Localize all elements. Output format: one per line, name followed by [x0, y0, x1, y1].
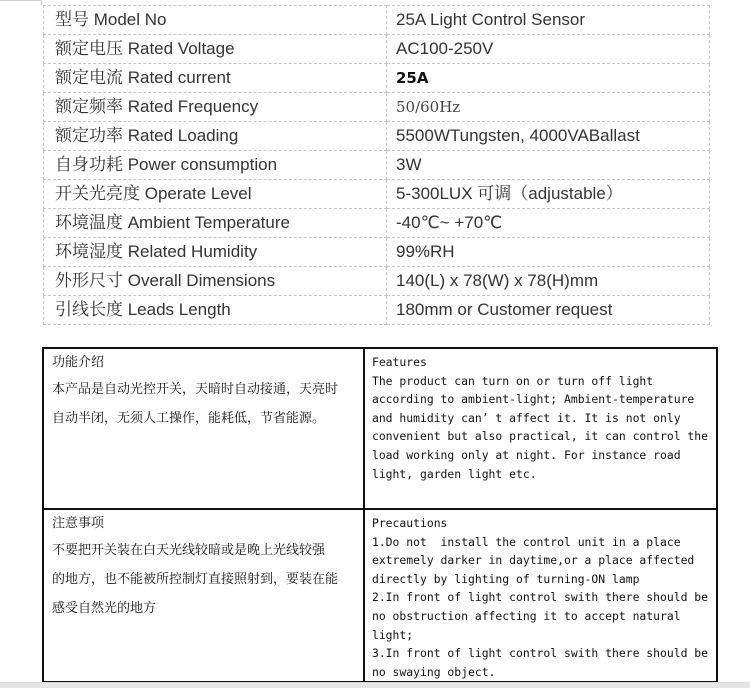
spec-row [44, 35, 710, 64]
info-table [42, 347, 718, 683]
features-en-line: and humidity can’ t affect it. It is not only [371, 410, 681, 425]
spec-row [44, 151, 710, 180]
features-en-line: load working only at night. For instance road [371, 447, 681, 462]
spec-value: 180mm or Customer request [387, 296, 710, 325]
specification-table [43, 5, 710, 325]
spec-value: 140(L) x 78(W) x 78(H)mm [387, 267, 710, 296]
top-border-line [0, 0, 42, 1]
features-cn-line: 本产品是自动光控开关，天暗时自动接通，天亮时 [52, 382, 339, 397]
spec-label: 环境湿度 Related Humidity [44, 238, 387, 267]
precautions-en-line: directly by lighting of turning-ON lamp [371, 571, 640, 586]
spec-value: 5500WTungsten, 4000VABallast [387, 122, 710, 151]
precautions-cn-line: 感受自然光的地方 [52, 601, 157, 616]
spec-value: 99%RH [387, 238, 710, 267]
spec-label: 环境温度 Ambient Temperature [44, 209, 387, 238]
features-cn-cell [43, 348, 364, 509]
top-border-tick [41, 0, 42, 5]
spec-label: 型号 Model No [44, 6, 387, 35]
features-en-line: convenient but also practical, it can control the [371, 429, 708, 444]
spec-label: 额定电流 Rated current [44, 64, 387, 93]
spec-value: 25A Light Control Sensor [387, 6, 710, 35]
spec-row [44, 267, 710, 296]
spec-row [44, 209, 710, 238]
spec-label: 额定频率 Rated Frequency [44, 93, 387, 122]
spec-value: 5-300LUX 可调（adjustable） [387, 180, 710, 209]
spec-row [44, 238, 710, 267]
precautions-cn-cell [43, 509, 364, 682]
spec-label: 开关光亮度 Operate Level [44, 180, 387, 209]
precautions-en-line: 2.In front of light control swith there should be [371, 590, 708, 605]
spec-value: 50/60Hz [387, 93, 710, 122]
spec-row [44, 6, 710, 35]
features-en-line: light, garden light etc. [371, 466, 537, 481]
features-en-line: according to ambient-light; Ambient-temperature [371, 392, 695, 407]
spec-row [44, 180, 710, 209]
spec-value: 3W [387, 151, 710, 180]
spec-label: 自身功耗 Power consumption [44, 151, 387, 180]
features-cn-title: 功能介绍 [52, 355, 105, 370]
spec-label: 外形尺寸 Overall Dimensions [44, 267, 387, 296]
spec-value: -40℃~ +70℃ [387, 209, 710, 238]
precautions-cn-line: 的地方，也不能被所控制灯直接照射到，要装在能 [52, 572, 339, 587]
precautions-en-line: light; [371, 627, 414, 642]
features-en-title: Features [371, 355, 427, 369]
spec-value: AC100-250V [387, 35, 710, 64]
spec-row [44, 296, 710, 325]
spec-value: 25A [387, 64, 710, 93]
precautions-cn-title: 注意事项 [52, 516, 105, 531]
precautions-en-line: no obstruction affecting it to accept natural [371, 608, 681, 623]
precautions-row [43, 509, 717, 682]
features-en-cell [364, 348, 717, 509]
spec-label: 额定功率 Rated Loading [44, 122, 387, 151]
spec-row [44, 122, 710, 151]
bottom-strip [0, 682, 750, 688]
features-en-line: The product can turn on or turn off light [371, 373, 654, 388]
features-cn-line: 自动半闭，无须人工操作，能耗低，节省能源。 [52, 411, 326, 426]
precautions-en-line: no swaying object. [371, 664, 496, 679]
precautions-en-line: 1.Do not install the control unit in a place [371, 534, 681, 549]
precautions-en-title: Precautions [371, 516, 448, 530]
precautions-en-cell [364, 509, 717, 682]
spec-row [44, 93, 710, 122]
spec-row [44, 64, 710, 93]
features-row [43, 348, 717, 509]
spec-label: 额定电压 Rated Voltage [44, 35, 387, 64]
precautions-en-line: 3.In front of light control swith there should be [371, 646, 708, 661]
spec-label: 引线长度 Leads Length [44, 296, 387, 325]
precautions-en-line: extremely darker in daytime,or a place affected [371, 553, 695, 568]
precautions-cn-line: 不要把开关装在白天光线较暗或是晚上光线较强 [52, 543, 326, 558]
